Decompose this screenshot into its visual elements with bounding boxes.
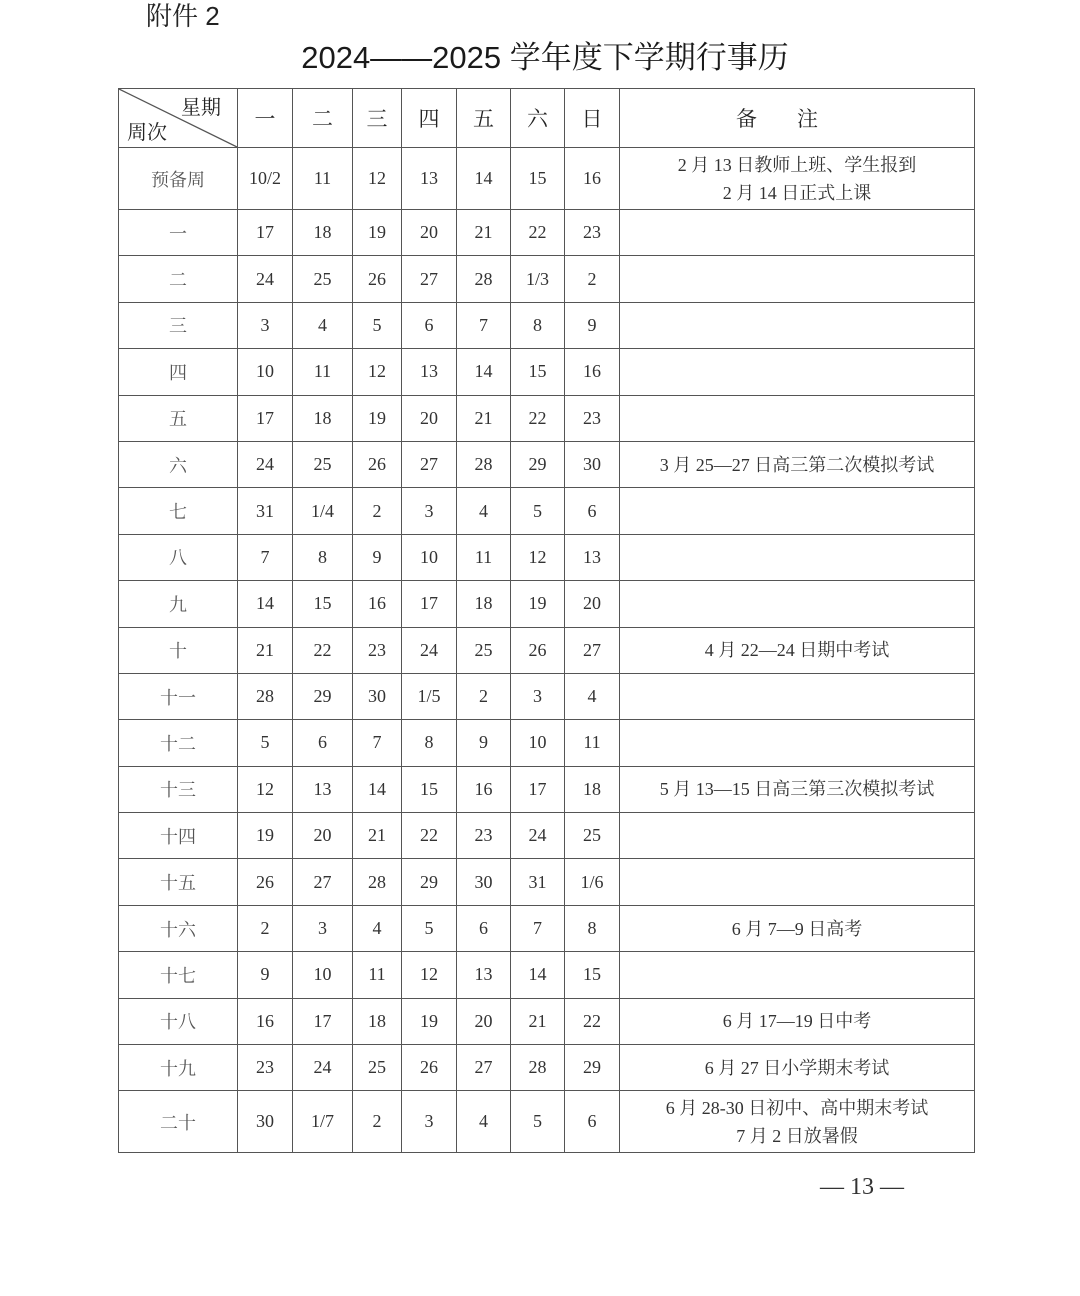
- table-row: [119, 905, 975, 951]
- date-cell: 20: [457, 998, 511, 1044]
- date-cell: 26: [353, 441, 402, 487]
- date-cell: 29: [402, 859, 457, 905]
- notes-cell: [620, 395, 975, 441]
- date-cell: 28: [238, 673, 293, 719]
- week-cell: 十二: [119, 720, 238, 766]
- date-cell: 26: [402, 1045, 457, 1091]
- date-cell: 5: [353, 302, 402, 348]
- date-cell: 5: [402, 905, 457, 951]
- date-cell: 31: [238, 488, 293, 534]
- date-cell: 23: [457, 813, 511, 859]
- table-row: [119, 998, 975, 1044]
- note-line: 6 月 7—9 日高考: [731, 918, 863, 939]
- week-cell: 预备周: [119, 148, 238, 210]
- attachment-label: 附件 2: [146, 1, 220, 31]
- date-cell: 20: [402, 395, 457, 441]
- date-cell: 12: [238, 766, 293, 812]
- date-cell: 18: [565, 766, 620, 812]
- table-row: [119, 859, 975, 905]
- date-cell: 8: [565, 905, 620, 951]
- week-cell: 三: [119, 302, 238, 348]
- date-cell: 27: [402, 441, 457, 487]
- date-cell: 18: [457, 581, 511, 627]
- date-cell: 26: [353, 256, 402, 302]
- date-cell: 11: [293, 148, 353, 210]
- week-cell: 十五: [119, 859, 238, 905]
- table-row: [119, 627, 975, 673]
- weekday-axis-label: 星期: [181, 97, 221, 119]
- note-line: 2 月 14 日正式上课: [722, 182, 872, 203]
- date-cell: 25: [457, 627, 511, 673]
- date-cell: 17: [238, 395, 293, 441]
- date-cell: 30: [457, 859, 511, 905]
- week-cell: 二十: [119, 1091, 238, 1153]
- date-cell: 16: [353, 581, 402, 627]
- table-row: [119, 210, 975, 256]
- date-cell: 24: [511, 813, 565, 859]
- date-cell: 9: [238, 952, 293, 998]
- date-cell: 14: [511, 952, 565, 998]
- date-cell: 25: [293, 256, 353, 302]
- date-cell: 4: [293, 302, 353, 348]
- date-cell: 10: [238, 349, 293, 395]
- date-cell: 19: [511, 581, 565, 627]
- date-cell: 1/7: [293, 1091, 353, 1153]
- week-cell: 九: [119, 581, 238, 627]
- week-cell: 十六: [119, 905, 238, 951]
- date-cell: 14: [238, 581, 293, 627]
- header-day-thu: 四: [402, 89, 457, 148]
- week-cell: 十: [119, 627, 238, 673]
- date-cell: 21: [353, 813, 402, 859]
- date-cell: 10: [402, 534, 457, 580]
- notes-cell: [620, 673, 975, 719]
- date-cell: 6: [565, 1091, 620, 1153]
- note-line: 6 月 27 日小学期末考试: [704, 1057, 890, 1078]
- week-cell: 四: [119, 349, 238, 395]
- header-day-tue: 二: [293, 89, 353, 148]
- note-line: 7 月 2 日放暑假: [736, 1125, 858, 1146]
- date-cell: 2: [353, 488, 402, 534]
- date-cell: 16: [238, 998, 293, 1044]
- table-row: [119, 952, 975, 998]
- date-cell: 2: [457, 673, 511, 719]
- date-cell: 3: [402, 1091, 457, 1153]
- date-cell: 9: [457, 720, 511, 766]
- date-cell: 15: [402, 766, 457, 812]
- date-cell: 28: [457, 256, 511, 302]
- notes-cell: [620, 349, 975, 395]
- table-row: [119, 1045, 975, 1091]
- header-day-sun: 日: [565, 89, 620, 148]
- notes-cell: [620, 488, 975, 534]
- date-cell: 22: [511, 395, 565, 441]
- date-cell: 15: [293, 581, 353, 627]
- school-calendar-table: [118, 88, 975, 1153]
- notes-cell: [620, 720, 975, 766]
- table-row: [119, 395, 975, 441]
- date-cell: 14: [353, 766, 402, 812]
- date-cell: 16: [565, 148, 620, 210]
- date-cell: 7: [457, 302, 511, 348]
- notes-cell: [620, 210, 975, 256]
- table-row: [119, 302, 975, 348]
- date-cell: 24: [402, 627, 457, 673]
- date-cell: 15: [565, 952, 620, 998]
- notes-cell: [620, 581, 975, 627]
- date-cell: 26: [238, 859, 293, 905]
- date-cell: 27: [565, 627, 620, 673]
- header-day-mon: 一: [238, 89, 293, 148]
- date-cell: 31: [511, 859, 565, 905]
- date-cell: 2: [353, 1091, 402, 1153]
- date-cell: 5: [238, 720, 293, 766]
- date-cell: 6: [293, 720, 353, 766]
- date-cell: 13: [565, 534, 620, 580]
- date-cell: 23: [565, 395, 620, 441]
- table-row: [119, 441, 975, 487]
- date-cell: 8: [511, 302, 565, 348]
- date-cell: 24: [293, 1045, 353, 1091]
- header-day-fri: 五: [457, 89, 511, 148]
- header-notes: [620, 89, 975, 148]
- date-cell: 20: [293, 813, 353, 859]
- date-cell: 28: [457, 441, 511, 487]
- date-cell: 28: [353, 859, 402, 905]
- notes-cell: [620, 813, 975, 859]
- date-cell: 2: [238, 905, 293, 951]
- date-cell: 6: [565, 488, 620, 534]
- note-line: 6 月 28-30 日初中、高中期末考试: [665, 1097, 929, 1118]
- date-cell: 17: [402, 581, 457, 627]
- table-row: [119, 720, 975, 766]
- calendar-body: [119, 148, 975, 1153]
- notes-cell: [620, 859, 975, 905]
- date-cell: 20: [565, 581, 620, 627]
- date-cell: 29: [293, 673, 353, 719]
- note-line: 2 月 13 日教师上班、学生报到: [677, 154, 917, 175]
- week-cell: 十一: [119, 673, 238, 719]
- corner-header-cell: [119, 89, 238, 148]
- note-line: 6 月 17—19 日中考: [722, 1011, 872, 1032]
- date-cell: 27: [457, 1045, 511, 1091]
- date-cell: 3: [511, 673, 565, 719]
- date-cell: 20: [402, 210, 457, 256]
- date-cell: 19: [353, 210, 402, 256]
- week-cell: 一: [119, 210, 238, 256]
- date-cell: 15: [511, 148, 565, 210]
- header-day-sat: 六: [511, 89, 565, 148]
- table-row: [119, 488, 975, 534]
- date-cell: 19: [353, 395, 402, 441]
- date-cell: 7: [353, 720, 402, 766]
- date-cell: 9: [353, 534, 402, 580]
- date-cell: 19: [402, 998, 457, 1044]
- week-cell: 七: [119, 488, 238, 534]
- date-cell: 10: [293, 952, 353, 998]
- date-cell: 12: [353, 349, 402, 395]
- date-cell: 13: [402, 349, 457, 395]
- date-cell: 6: [402, 302, 457, 348]
- table-row: [119, 256, 975, 302]
- date-cell: 21: [457, 395, 511, 441]
- date-cell: 1/6: [565, 859, 620, 905]
- table-row: [119, 148, 975, 210]
- notes-cell: [620, 148, 975, 210]
- date-cell: 13: [293, 766, 353, 812]
- table-row: [119, 766, 975, 812]
- date-cell: 17: [511, 766, 565, 812]
- date-cell: 3: [293, 905, 353, 951]
- notes-cell: [620, 1091, 975, 1153]
- notes-cell: [620, 952, 975, 998]
- note-line: 4 月 22—24 日期中考试: [704, 640, 890, 661]
- date-cell: 10/2: [238, 148, 293, 210]
- date-cell: 26: [511, 627, 565, 673]
- date-cell: 21: [457, 210, 511, 256]
- date-cell: 22: [293, 627, 353, 673]
- date-cell: 4: [457, 488, 511, 534]
- note-line: 5 月 13—15 日高三第三次模拟考试: [659, 779, 935, 800]
- date-cell: 17: [238, 210, 293, 256]
- date-cell: 19: [238, 813, 293, 859]
- date-cell: 3: [238, 302, 293, 348]
- date-cell: 4: [457, 1091, 511, 1153]
- table-row: [119, 673, 975, 719]
- date-cell: 8: [402, 720, 457, 766]
- date-cell: 17: [293, 998, 353, 1044]
- notes-cell: [620, 998, 975, 1044]
- date-cell: 25: [293, 441, 353, 487]
- date-cell: 28: [511, 1045, 565, 1091]
- date-cell: 25: [353, 1045, 402, 1091]
- date-cell: 4: [565, 673, 620, 719]
- notes-cell: [620, 766, 975, 812]
- date-cell: 18: [293, 395, 353, 441]
- notes-cell: [620, 1045, 975, 1091]
- date-cell: 10: [511, 720, 565, 766]
- week-cell: 十四: [119, 813, 238, 859]
- date-cell: 12: [353, 148, 402, 210]
- date-cell: 3: [402, 488, 457, 534]
- table-row: [119, 1091, 975, 1153]
- date-cell: 22: [511, 210, 565, 256]
- table-row: [119, 534, 975, 580]
- table-row: [119, 581, 975, 627]
- date-cell: 11: [293, 349, 353, 395]
- date-cell: 13: [402, 148, 457, 210]
- date-cell: 25: [565, 813, 620, 859]
- date-cell: 24: [238, 256, 293, 302]
- week-cell: 十八: [119, 998, 238, 1044]
- date-cell: 30: [353, 673, 402, 719]
- date-cell: 12: [402, 952, 457, 998]
- notes-cell: [620, 256, 975, 302]
- date-cell: 24: [238, 441, 293, 487]
- date-cell: 23: [238, 1045, 293, 1091]
- notes-cell: [620, 534, 975, 580]
- date-cell: 12: [511, 534, 565, 580]
- page-number: — 13 —: [820, 1174, 904, 1200]
- date-cell: 7: [238, 534, 293, 580]
- date-cell: 14: [457, 148, 511, 210]
- notes-cell: [620, 441, 975, 487]
- date-cell: 1/5: [402, 673, 457, 719]
- date-cell: 8: [293, 534, 353, 580]
- week-axis-label: 周次: [127, 122, 167, 144]
- week-cell: 十三: [119, 766, 238, 812]
- date-cell: 21: [238, 627, 293, 673]
- date-cell: 18: [353, 998, 402, 1044]
- header-row: [119, 89, 975, 148]
- date-cell: 22: [565, 998, 620, 1044]
- date-cell: 7: [511, 905, 565, 951]
- date-cell: 27: [402, 256, 457, 302]
- week-cell: 八: [119, 534, 238, 580]
- header-notes-label: 备注: [736, 108, 858, 131]
- date-cell: 11: [353, 952, 402, 998]
- date-cell: 2: [565, 256, 620, 302]
- date-cell: 23: [565, 210, 620, 256]
- notes-cell: [620, 627, 975, 673]
- date-cell: 5: [511, 1091, 565, 1153]
- week-cell: 五: [119, 395, 238, 441]
- week-cell: 十九: [119, 1045, 238, 1091]
- date-cell: 30: [565, 441, 620, 487]
- date-cell: 23: [353, 627, 402, 673]
- date-cell: 15: [511, 349, 565, 395]
- date-cell: 22: [402, 813, 457, 859]
- date-cell: 5: [511, 488, 565, 534]
- notes-cell: [620, 905, 975, 951]
- table-row: [119, 813, 975, 859]
- date-cell: 29: [511, 441, 565, 487]
- header-day-wed: 三: [353, 89, 402, 148]
- date-cell: 13: [457, 952, 511, 998]
- date-cell: 1/3: [511, 256, 565, 302]
- date-cell: 4: [353, 905, 402, 951]
- date-cell: 11: [565, 720, 620, 766]
- date-cell: 14: [457, 349, 511, 395]
- week-cell: 二: [119, 256, 238, 302]
- date-cell: 30: [238, 1091, 293, 1153]
- date-cell: 18: [293, 210, 353, 256]
- date-cell: 6: [457, 905, 511, 951]
- page-title: 2024——2025 学年度下学期行事历: [301, 40, 789, 75]
- table-row: [119, 349, 975, 395]
- note-line: 3 月 25—27 日高三第二次模拟考试: [659, 454, 935, 475]
- date-cell: 16: [457, 766, 511, 812]
- date-cell: 21: [511, 998, 565, 1044]
- week-cell: 十七: [119, 952, 238, 998]
- notes-cell: [620, 302, 975, 348]
- date-cell: 16: [565, 349, 620, 395]
- date-cell: 1/4: [293, 488, 353, 534]
- date-cell: 29: [565, 1045, 620, 1091]
- date-cell: 11: [457, 534, 511, 580]
- date-cell: 9: [565, 302, 620, 348]
- week-cell: 六: [119, 441, 238, 487]
- date-cell: 27: [293, 859, 353, 905]
